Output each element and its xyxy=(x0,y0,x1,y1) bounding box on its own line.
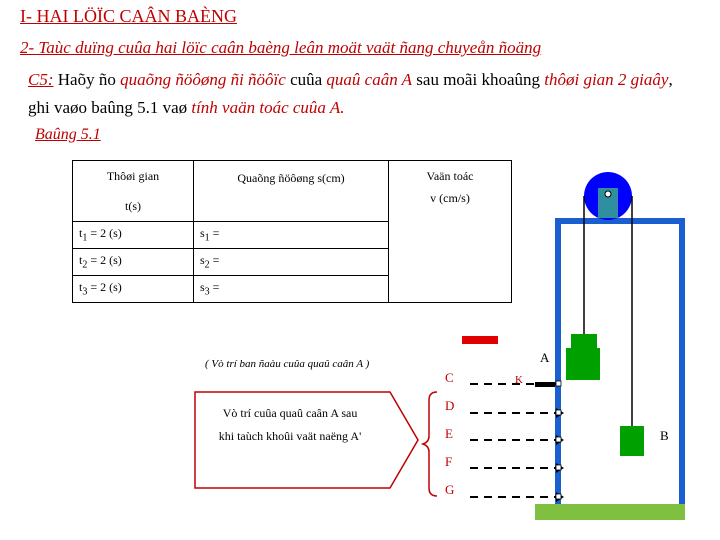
label-e: E xyxy=(445,426,453,441)
page-subtitle: 2- Taùc duïng cuûa hai löïc caân baèng leân moät vaät ñang chuyeån ñoäng xyxy=(20,38,542,57)
frame-right-post xyxy=(679,222,685,504)
distance-cell[interactable]: $s_3$ = xyxy=(194,276,389,303)
task-text-6: thôøi gian 2 giaây xyxy=(544,70,669,89)
time-cell: $t_3 = 2$ (s) xyxy=(73,276,194,303)
weight-b xyxy=(620,426,644,456)
weight-a-prime xyxy=(571,334,597,348)
pulley-axle xyxy=(605,191,611,197)
task-text-2: quaõng ñöôøng ñi ñöôïc xyxy=(120,70,286,89)
header-speed-unit: v (cm/s) xyxy=(389,191,512,303)
base-plate xyxy=(535,504,685,520)
arrow-f xyxy=(470,463,564,473)
header-time-unit: t(s) xyxy=(73,191,194,222)
task-text-8: tính vaän toác cuûa A. xyxy=(191,98,345,117)
label-f: F xyxy=(445,454,453,469)
initial-position-caption: ( Vò trí ban ñaàu cuûa quaû caân A ) xyxy=(205,358,370,370)
arrow-d xyxy=(470,408,564,418)
page-title: I- HAI LÖÏC CAÂN BAÈNG xyxy=(20,6,237,26)
frame-top-bar xyxy=(555,218,685,224)
task-text-5: sau moãi khoaûng xyxy=(412,70,545,89)
brace-icon xyxy=(423,392,437,496)
time-cell: $t_1 = 2$ (s) xyxy=(73,222,194,249)
task-text-4: quaû caân A xyxy=(326,70,413,89)
weight-a xyxy=(566,348,600,380)
label-a: A xyxy=(540,350,550,365)
label-c: C xyxy=(445,370,454,385)
header-speed: Vaän toác xyxy=(389,161,512,192)
time-cell: $t_2 = 2$ (s) xyxy=(73,249,194,276)
distance-cell[interactable]: $s_1$ = xyxy=(194,222,389,249)
header-distance: Quaõng ñöôøng s(cm) xyxy=(194,161,389,222)
frame-left-post xyxy=(555,222,561,504)
callout-line-2: khi taùch khoûi vaät naëng A' xyxy=(218,429,362,443)
task-text-1: Haõy ño xyxy=(53,70,121,89)
stopper-c xyxy=(462,336,498,344)
arrow-g xyxy=(470,492,564,502)
distance-cell[interactable]: $s_2$ = xyxy=(194,249,389,276)
callout-line-1: Vò trí cuûa quaû caân A sau xyxy=(222,406,358,420)
task-text-3: cuûa xyxy=(285,70,327,89)
task-label: C5: xyxy=(28,70,54,89)
label-k: K xyxy=(515,374,523,386)
callout-text xyxy=(200,402,380,448)
header-time: Thôøi gian xyxy=(73,161,194,192)
label-d: D xyxy=(445,398,455,413)
task-text-7: , ghi vaøo baûng 5.1 vaø xyxy=(28,70,673,117)
label-b: B xyxy=(660,428,669,443)
arrow-e xyxy=(470,435,564,445)
table-label: Baûng 5.1 xyxy=(35,126,101,143)
label-g: G xyxy=(445,482,455,497)
